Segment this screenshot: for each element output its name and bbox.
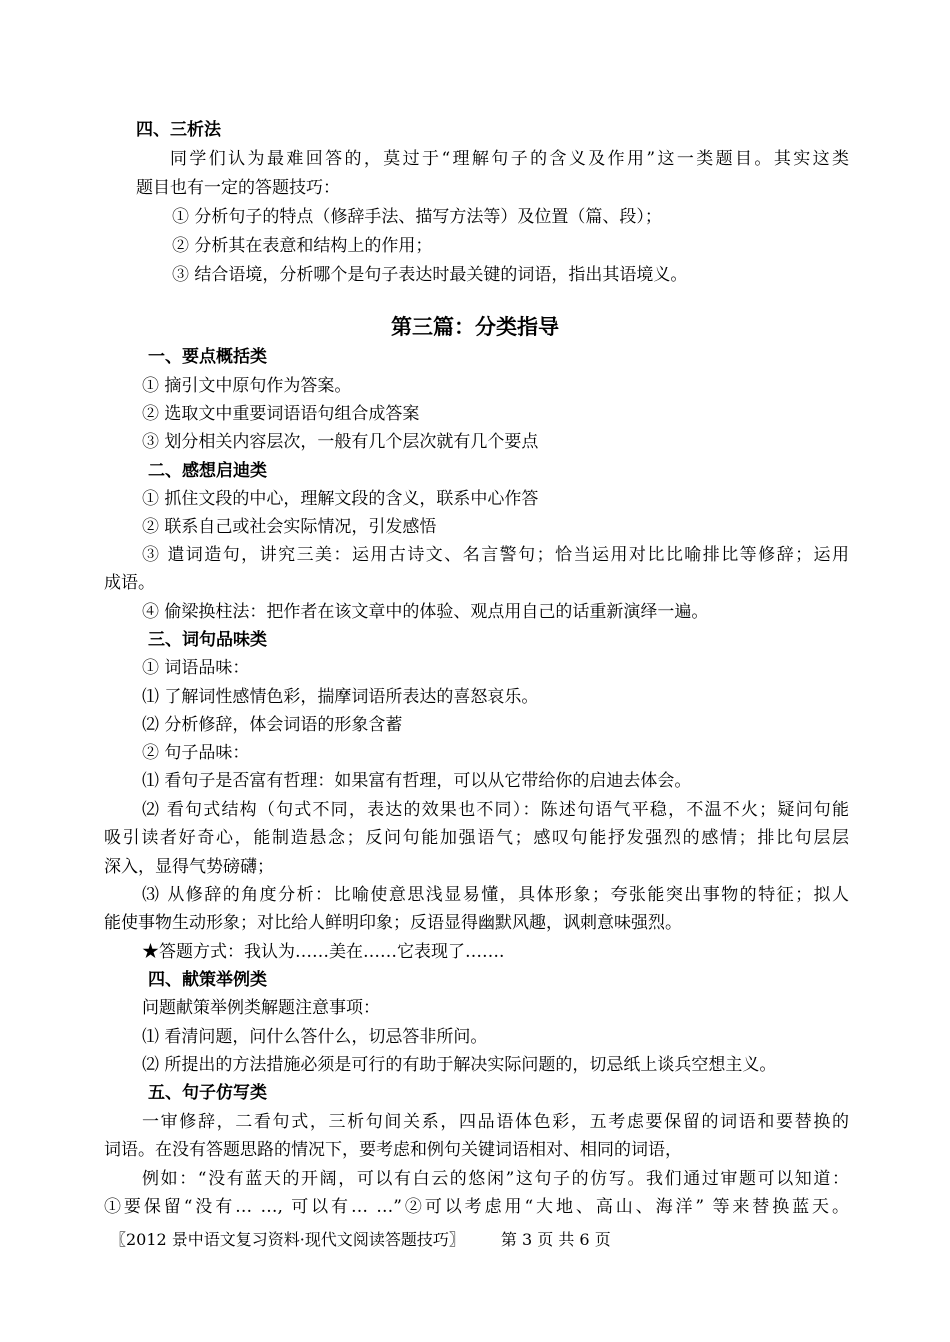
- list-item: ② 联系自己或社会实际情况，引发感悟: [142, 517, 437, 537]
- list-item: ② 分析其在表意和结构上的作用；: [172, 236, 433, 256]
- paragraph-line: 成语。: [104, 573, 155, 593]
- page-footer: [110, 1228, 611, 1252]
- list-item: ④ 偷梁换柱法：把作者在该文章中的体验、观点用自己的话重新演绎一遍。: [142, 602, 709, 622]
- paragraph-line: 能使事物生动形象；对比给人鲜明印象；反语显得幽默风趣，讽刺意味强烈。: [104, 913, 682, 933]
- sub-heading: ① 词语品味：: [142, 658, 250, 678]
- category-heading: 三、词句品味类: [148, 630, 267, 650]
- paragraph-line: 同学们认为最难回答的，莫过于“理解句子的含义及作用”这一类题目。其实这类: [170, 149, 849, 169]
- list-item: ⑴ 看句子是否富有哲理：如果富有哲理，可以从它带给你的启迪去体会。: [142, 771, 692, 791]
- list-item: ① 摘引文中原句作为答案。: [142, 376, 352, 396]
- list-item: ⑵ 所提出的方法措施必须是可行的有助于解决实际问题的，切忌纸上谈兵空想主义。: [142, 1055, 777, 1075]
- paragraph-line: ①要保留“没有… …, 可以有… …”②可以考虑用“大地、高山、海洋” 等来替换蓝天。: [104, 1197, 849, 1217]
- list-item: ⑴ 看清问题，问什么答什么，切忌答非所问。: [142, 1027, 488, 1047]
- list-item: ③ 结合语境，分析哪个是句子表达时最关键的词语，指出其语境义。: [172, 265, 688, 285]
- list-item: ⑵ 分析修辞，体会词语的形象含蓄: [142, 715, 403, 735]
- category-heading: 一、要点概括类: [148, 347, 267, 367]
- list-item: ⑶ 从修辞的角度分析：比喻使意思浅显易懂，具体形象；夸张能突出事物的特征；拟人: [142, 885, 849, 905]
- section-heading: 四、三析法: [136, 120, 221, 140]
- footer-source: 〖2012 景中语文复习资料·现代文阅读答题技巧〗: [110, 1230, 465, 1249]
- list-item: ③ 划分相关内容层次，一般有几个层次就有几个要点: [142, 432, 539, 452]
- paragraph-line: 深入，显得气势磅礴；: [104, 857, 274, 877]
- paragraph-line: 问题献策举例类解题注意事项：: [142, 998, 380, 1018]
- paragraph-line: 一审修辞，二看句式，三析句间关系，四品语体色彩，五考虑要保留的词语和要替换的: [142, 1112, 849, 1132]
- paragraph-line: 例如：“没有蓝天的开阔，可以有白云的悠闲”这句子的仿写。我们通过审题可以知道：: [142, 1169, 849, 1189]
- paragraph-line: 吸引读者好奇心，能制造悬念；反问句能加强语气；感叹句能抒发强烈的感情；排比句层层: [104, 828, 849, 848]
- paragraph-line: 题目也有一定的答题技巧：: [136, 178, 340, 198]
- list-item: ③ 遣词造句，讲究三美：运用古诗文、名言警句；恰当运用对比比喻排比等修辞；运用: [142, 545, 849, 565]
- list-item: ① 抓住文段的中心，理解文段的含义，联系中心作答: [142, 489, 539, 509]
- category-heading: 二、感想启迪类: [148, 461, 267, 481]
- chapter-title: 第三篇：分类指导: [391, 314, 559, 339]
- list-item: ① 分析句子的特点（修辞手法、描写方法等）及位置（篇、段）；: [172, 207, 662, 227]
- answer-format: ★答题方式：我认为……美在……它表现了…….: [142, 942, 505, 962]
- list-item: ⑵ 看句式结构（句式不同，表达的效果也不同）：陈述句语气平稳，不温不火；疑问句能: [142, 800, 849, 820]
- list-item: ⑴ 了解词性感情色彩，揣摩词语所表达的喜怒哀乐。: [142, 687, 539, 707]
- paragraph-line: 词语。在没有答题思路的情况下，要考虑和例句关键词语相对、相同的词语，: [104, 1140, 682, 1160]
- footer-page-number: 第 3 页 共 6 页: [500, 1230, 611, 1249]
- list-item: ② 选取文中重要词语语句组合成答案: [142, 404, 420, 424]
- sub-heading: ② 句子品味：: [142, 743, 250, 763]
- category-heading: 五、句子仿写类: [148, 1083, 267, 1103]
- category-heading: 四、献策举例类: [148, 970, 267, 990]
